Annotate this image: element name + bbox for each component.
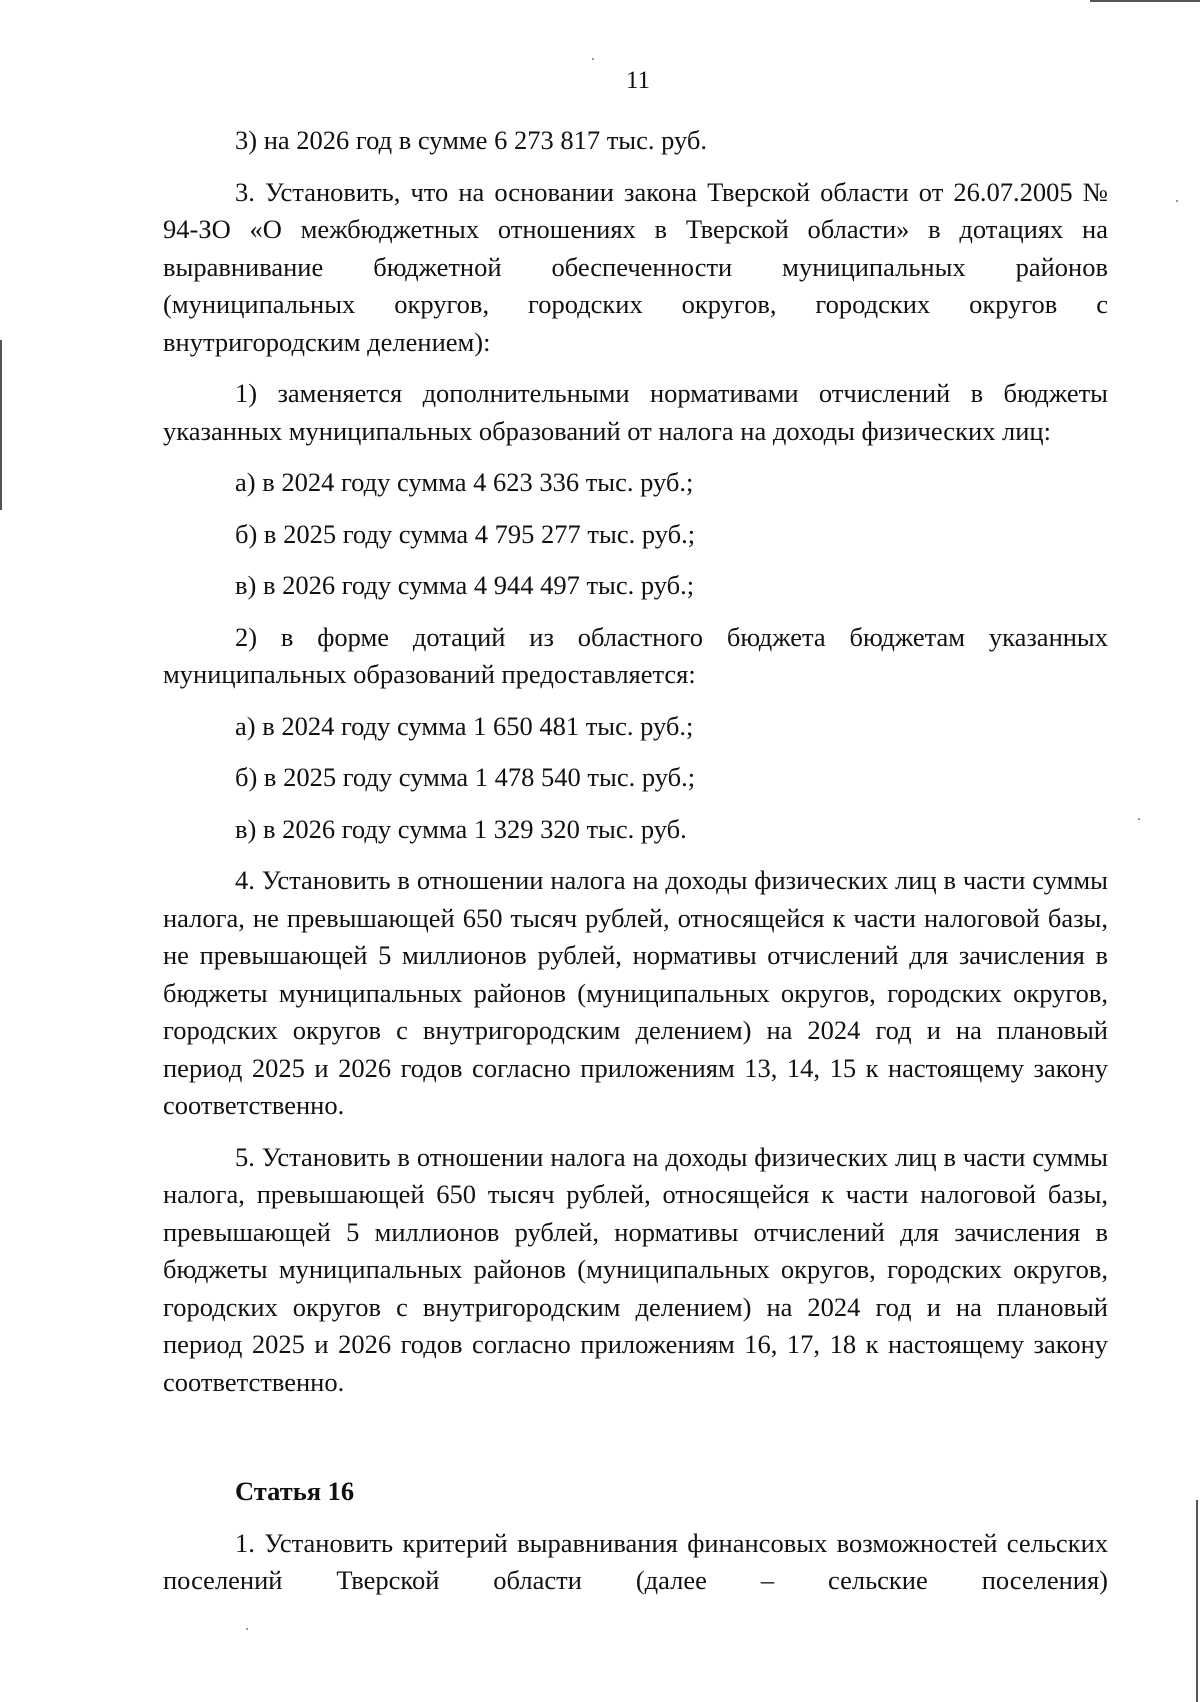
paragraph: 2) в форме дотаций из областного бюджета бюджетам указанных муниципальных образований предоставляется:	[163, 621, 1108, 689]
list-item: в) в 2026 году сумма 1 329 320 тыс. руб.	[235, 813, 687, 844]
paragraph: 1. Установить критерий выравнивания финансовых возможностей сельских поселений Тверской области (далее – сельские поселения)	[163, 1527, 1108, 1595]
article-heading: Статья 16	[235, 1476, 355, 1506]
paragraph: 5. Установить в отношении налога на доходы физических лиц в части суммы налога, превышающей 650 тысяч рублей, относящейся к части налоговой базы, превышающей 5 миллионов рублей, нормативы отчислений для зачисления в бюджеты муниципальных районов (муниципальных округов, городских округов, городских округов с внутригородским делением) на 2024 год и на плановый период 2025 и 2026 годов согласно приложениям 16, 17, 18 к настоящему закону соответственно.	[163, 1141, 1108, 1397]
paragraph: 3. Установить, что на основании закона Тверской области от 26.07.2005 № 94-ЗО «О межбюджетных отношениях в Тверской области» в дотациях на выравнивание бюджетной обеспеченности муниципальных районов (муниципальных округов, городских округов, городских округов с внутригородским делением):	[163, 176, 1108, 357]
scan-speck	[1176, 200, 1178, 202]
scan-edge-mark	[1196, 1500, 1198, 1702]
page-number: 11	[625, 67, 651, 94]
paragraph: 4. Установить в отношении налога на доходы физических лиц в части суммы налога, не превышающей 650 тысяч рублей, относящейся к части налоговой базы, не превышающей 5 миллионов рублей, нормативы отчислений для зачисления в бюджеты муниципальных районов (муниципальных округов, городских округов, городских округов с внутригородским делением) на 2024 год и на плановый период 2025 и 2026 годов согласно приложениям 13, 14, 15 к настоящему закону соответственно.	[163, 865, 1108, 1120]
list-item: б) в 2025 году сумма 1 478 540 тыс. руб.;	[235, 762, 696, 792]
paragraph: 1) заменяется дополнительными нормативами отчислений в бюджеты указанных муниципальных образований от налога на доходы физических лиц:	[163, 378, 1108, 446]
list-item: а) в 2024 году сумма 1 650 481 тыс. руб.;	[235, 710, 694, 741]
document-body	[163, 122, 1108, 1614]
list-item: а) в 2024 году сумма 4 623 336 тыс. руб.;	[235, 467, 694, 497]
scan-edge-mark	[0, 340, 2, 510]
paragraph: 3) на 2026 год в сумме 6 273 817 тыс. руб.	[235, 125, 708, 155]
list-item: в) в 2026 году сумма 4 944 497 тыс. руб.;	[235, 570, 695, 600]
scan-speck	[1138, 818, 1140, 820]
list-item: б) в 2025 году сумма 4 795 277 тыс. руб.;	[235, 518, 696, 549]
scan-speck	[246, 1628, 248, 1630]
scan-speck	[592, 58, 594, 60]
scan-edge-mark	[1090, 0, 1200, 2]
